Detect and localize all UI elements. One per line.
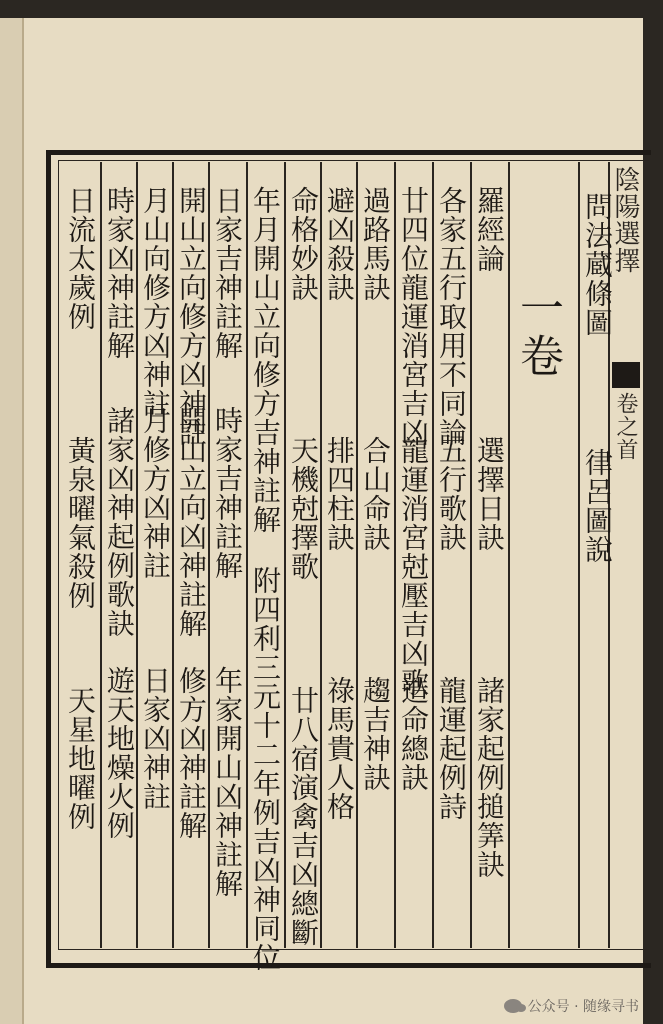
toc-entry: 龍運消宮尅壓吉凶歌 (397, 436, 430, 697)
toc-entry: 羅經論 (473, 186, 506, 273)
toc-entry: 廿四位龍運消宮吉凶 (397, 186, 430, 447)
column-rule (172, 162, 174, 948)
toc-entry: 黃泉曜氣殺例 (64, 436, 97, 610)
wechat-icon (504, 999, 522, 1013)
toc-entry: 遊天地燥火例 (103, 666, 136, 840)
column-rule (432, 162, 434, 948)
volume-label: 一卷 (512, 285, 563, 381)
toc-entry: 避凶殺訣 (323, 186, 356, 302)
toc-entry: 龍運起例詩 (435, 676, 468, 821)
toc-entry: 月山向修方凶神註 (139, 186, 172, 418)
toc-entry: 天星地曜例 (64, 686, 97, 831)
toc-entry: 日家凶神註 (139, 666, 172, 811)
toc-entry: 過路馬訣 (359, 186, 392, 302)
toc-entry: 問法蔵條圖 (581, 192, 614, 337)
toc-entry: 時家吉神註解 (211, 406, 244, 580)
watermark-text: 公众号 · 随缘寻书 (527, 999, 639, 1015)
toc-entry: 各家五行取用不同論 (435, 186, 468, 447)
column-rule (100, 162, 102, 948)
toc-entry: 時家凶神註解 (103, 186, 136, 360)
column-rule (356, 162, 358, 948)
toc-entry: 開山立向凶神註解 (175, 406, 208, 638)
fishtail-mark (612, 362, 640, 388)
toc-entry: 律呂圖說 (581, 448, 614, 564)
toc-entry: 趨吉神訣 (359, 676, 392, 792)
toc-entry: 附四利三元十二年例吉凶神同位 (249, 566, 282, 972)
toc-entry: 開山立向修方凶神註 (175, 186, 208, 447)
column-rule (470, 162, 472, 948)
toc-entry: 諸家起例搥筭訣 (473, 676, 506, 879)
column-rule (578, 162, 580, 948)
toc-entry: 祿馬貴人格 (323, 676, 356, 821)
watermark (504, 996, 639, 1016)
toc-entry: 五行歌訣 (435, 436, 468, 552)
toc-entry: 諸家凶神起例歌訣 (103, 406, 136, 638)
toc-entry: 月修方凶神註 (139, 406, 172, 580)
header-title: 陰陽選擇 (610, 166, 640, 274)
page-edge (0, 18, 24, 1024)
toc-entry: 日家吉神註解 (211, 186, 244, 360)
toc-entry: 命格妙訣 (287, 186, 320, 302)
column-rule (284, 162, 286, 948)
toc-entry: 合山命訣 (359, 436, 392, 552)
column-rule (394, 162, 396, 948)
toc-entry: 日流太歲例 (64, 186, 97, 331)
toc-entry: 修方凶神註解 (175, 666, 208, 840)
toc-entry: 選擇日訣 (473, 436, 506, 552)
header-volume-mark: 卷之首 (613, 392, 638, 461)
toc-entry: 天機尅擇歌 (287, 436, 320, 581)
column-rule (320, 162, 322, 948)
toc-entry: 排四柱訣 (323, 436, 356, 552)
column-rule (508, 162, 510, 948)
toc-entry: 年家開山凶神註解 (211, 666, 244, 898)
column-rule (208, 162, 210, 948)
toc-entry: 造命總訣 (397, 676, 430, 792)
column-rule (136, 162, 138, 948)
column-rule (246, 162, 248, 948)
toc-entry: 年月開山立向修方吉神註解 (249, 186, 282, 534)
toc-entry: 廿八宿演禽吉凶總斷 (287, 686, 320, 947)
